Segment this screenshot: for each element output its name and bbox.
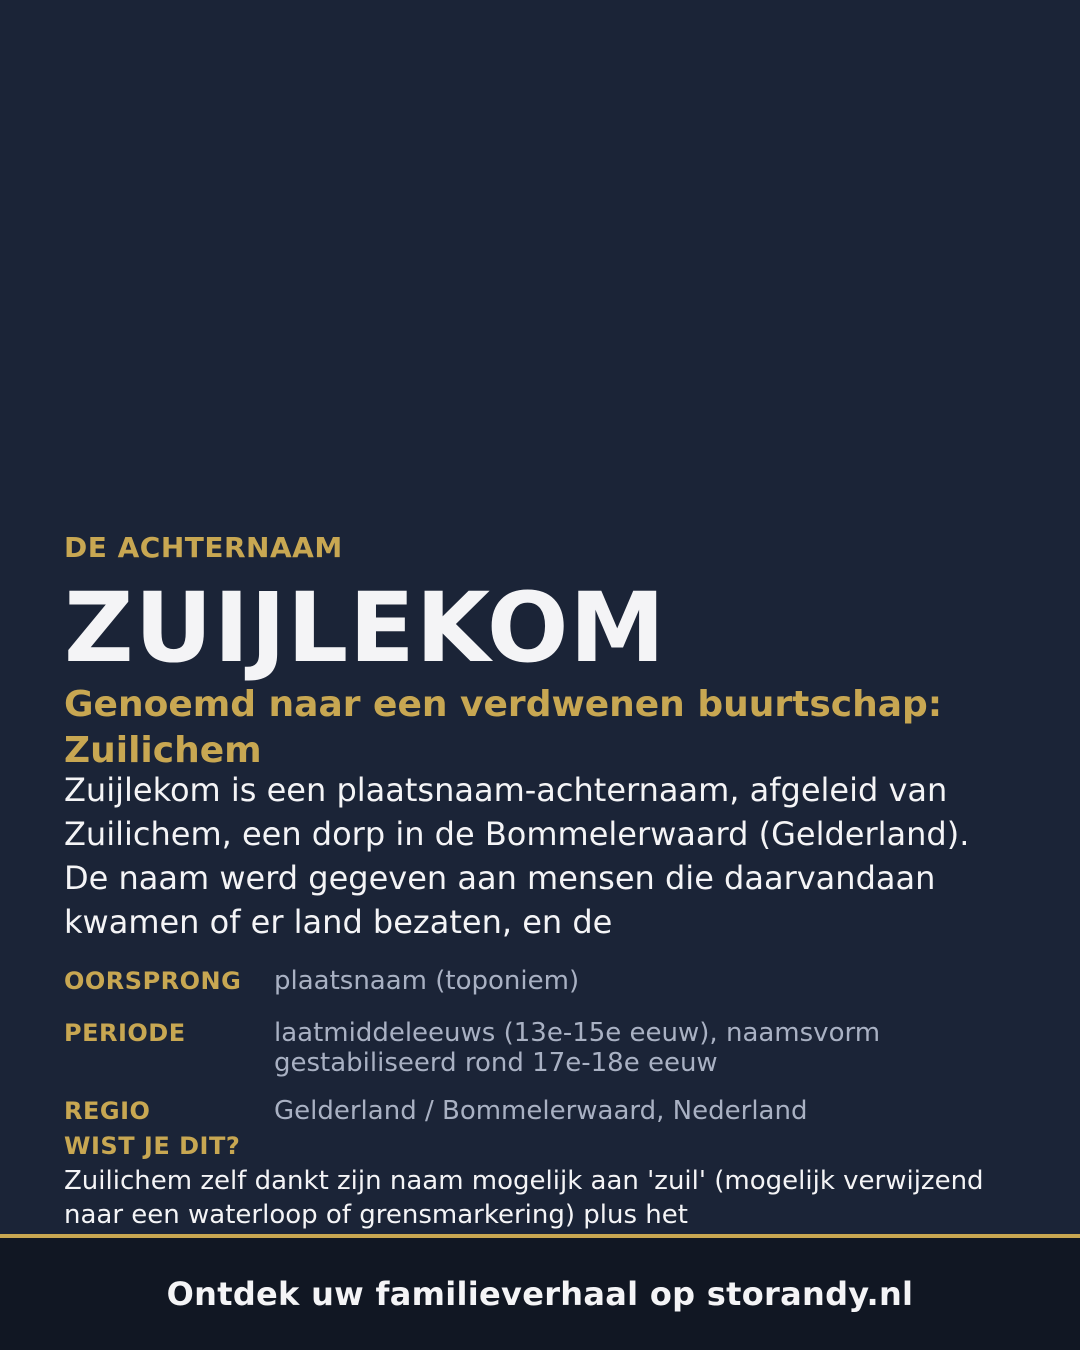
fact-label: OORSPRONG [64,967,242,995]
content-area [64,0,1016,1234]
fact-value: Gelderland / Bommelerwaard, Nederland [274,1096,808,1126]
footer-link-text[interactable]: Ontdek uw familieverhaal op storandy.nl [166,1275,914,1313]
trivia-label: WIST JE DIT? [64,1132,241,1160]
fact-value: laatmiddeleeuws (13e-15e eeuw), naamsvorm gestabiliseerd rond 17e-18e eeuw [274,1018,881,1078]
subtitle: Genoemd naar een verdwenen buurtschap: Zuilichem [64,684,943,771]
fact-value: plaatsnaam (toponiem) [274,966,580,996]
fact-row-region [64,1092,1016,1130]
trivia-text: Zuilichem zelf dankt zijn naam mogelijk aan 'zuil' (mogelijk verwijzend naar een waterloop of grensmarkering) plus het [64,1166,984,1230]
footer-banner [0,1234,1080,1350]
eyebrow-label: DE ACHTERNAAM [64,531,343,564]
fact-row-origin [64,962,1016,1000]
fact-label: PERIODE [64,1019,186,1047]
facts-list [64,962,1016,1144]
surname-title: ZUIJLEKOM [64,572,666,684]
fact-label: REGIO [64,1097,151,1125]
fact-row-period [64,1014,1016,1078]
description-text: Zuijlekom is een plaatsnaam-achternaam, afgeleid van Zuilichem, een dorp in de Bommelerwaard (Gelderland). De naam werd gegeven aan mensen die daarvandaan kwamen of er land bezaten, en de [64,771,970,941]
